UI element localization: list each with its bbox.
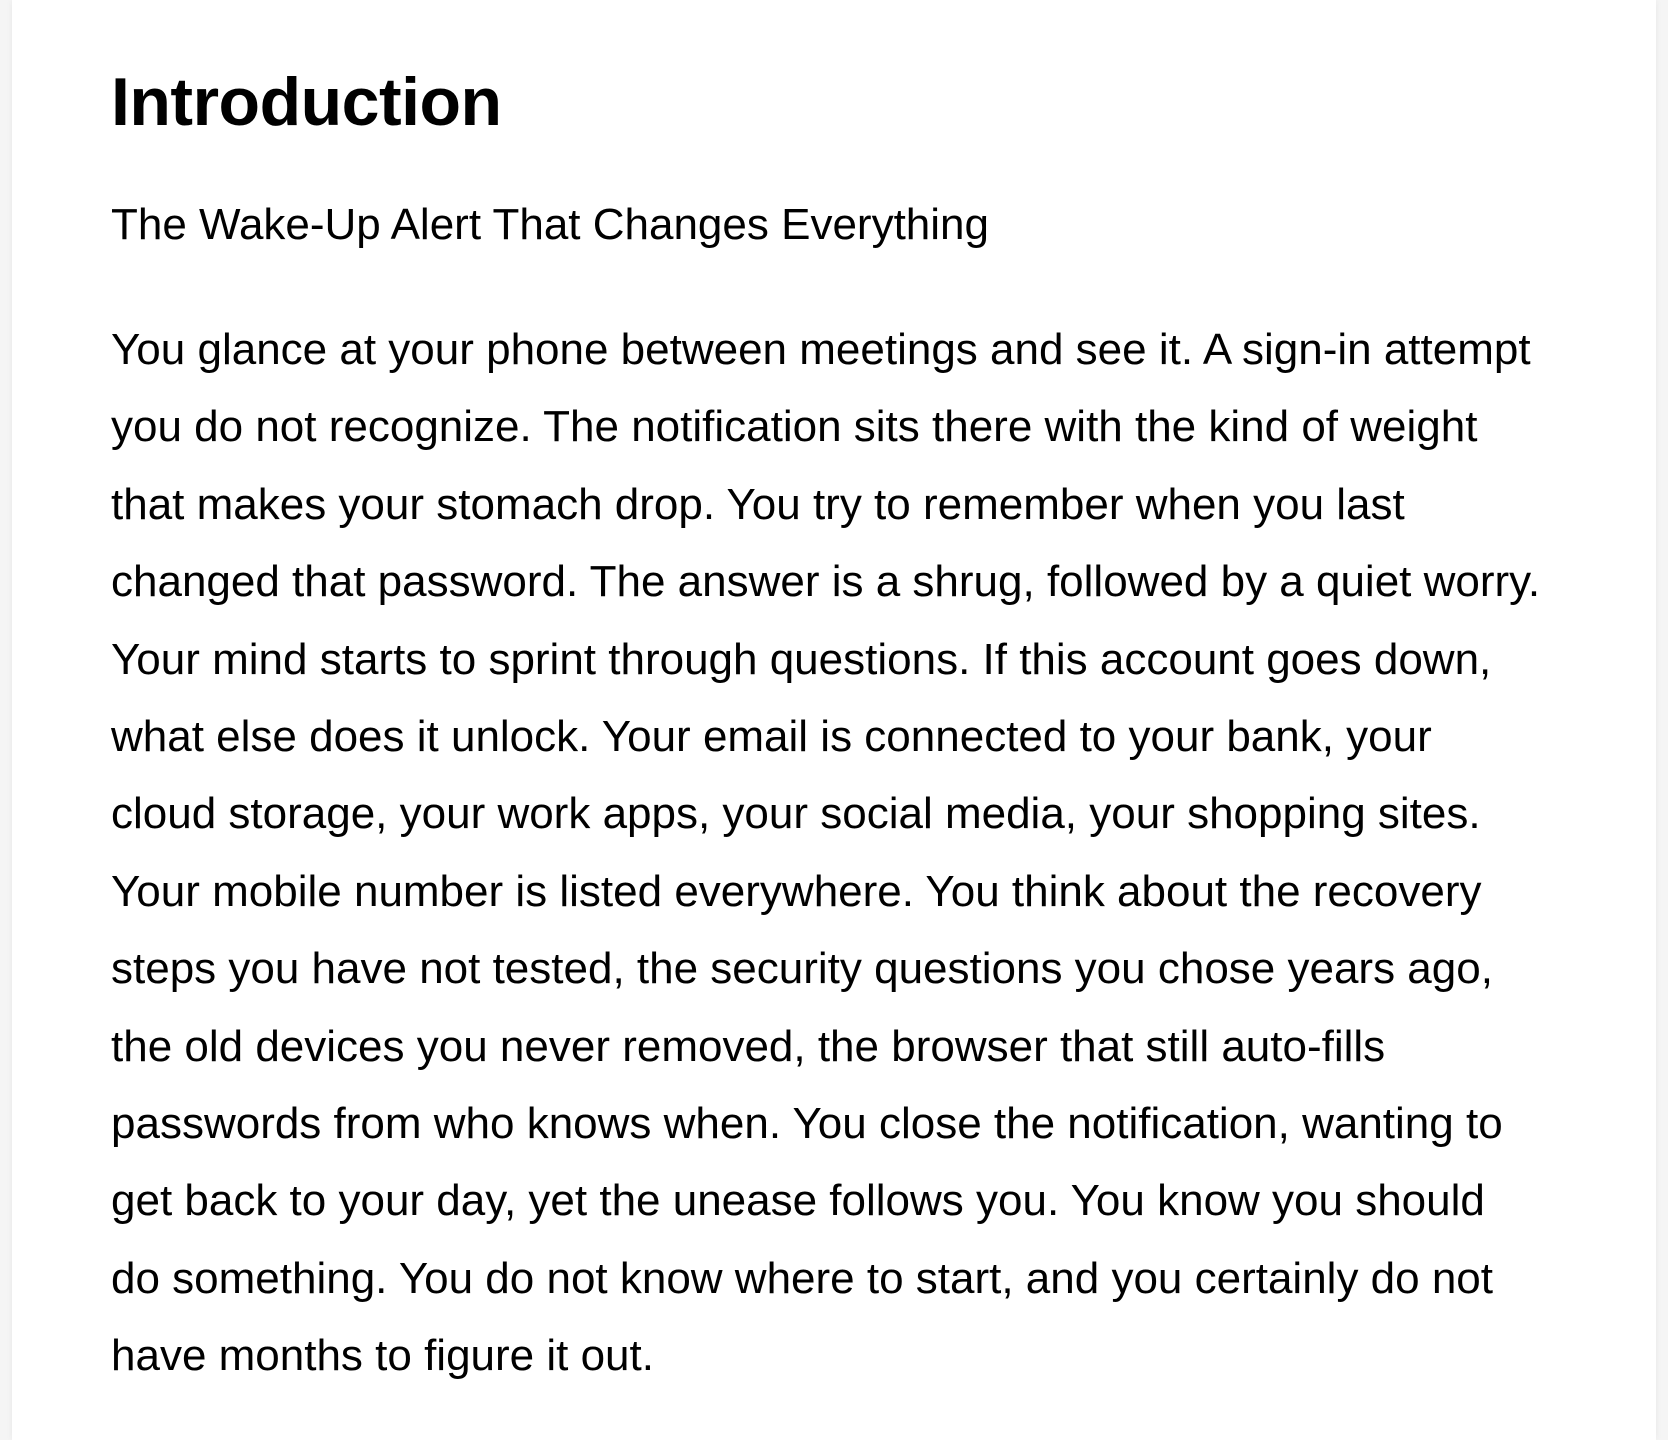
document-content: [111, 62, 1571, 1395]
paragraph-line: have months to figure it out.: [111, 1331, 654, 1381]
paragraph-line: you do not recognize. The notification sits there with the kind of weight: [111, 402, 1478, 452]
document-page: [12, 0, 1656, 1440]
paragraph-line: You glance at your phone between meetings and see it. A sign-in attempt: [111, 325, 1531, 374]
paragraph-line: changed that password. The answer is a shrug, followed by a quiet worry.: [111, 557, 1541, 607]
paragraph-line: get back to your day, yet the unease follows you. You know you should: [111, 1176, 1485, 1226]
paragraph-line: the old devices you never removed, the browser that still auto-fills: [111, 1021, 1386, 1071]
paragraph-line: do something. You do not know where to start, and you certainly do not: [111, 1253, 1494, 1303]
paragraph-line: cloud storage, your work apps, your social media, your shopping sites.: [111, 789, 1481, 839]
body-paragraph: [111, 311, 1571, 1395]
section-subtitle: The Wake-Up Alert That Changes Everything: [111, 200, 989, 249]
chapter-title: Introduction: [111, 64, 502, 140]
paragraph-line: steps you have not tested, the security questions you chose years ago,: [111, 944, 1493, 994]
paragraph-line: what else does it unlock. Your email is connected to your bank, your: [111, 712, 1432, 762]
paragraph-line: passwords from who knows when. You close the notification, wanting to: [111, 1099, 1503, 1149]
paragraph-line: Your mind starts to sprint through questions. If this account goes down,: [111, 634, 1492, 684]
paragraph-line: Your mobile number is listed everywhere. You think about the recovery: [111, 866, 1482, 916]
paragraph-line: that makes your stomach drop. You try to remember when you last: [111, 479, 1405, 529]
